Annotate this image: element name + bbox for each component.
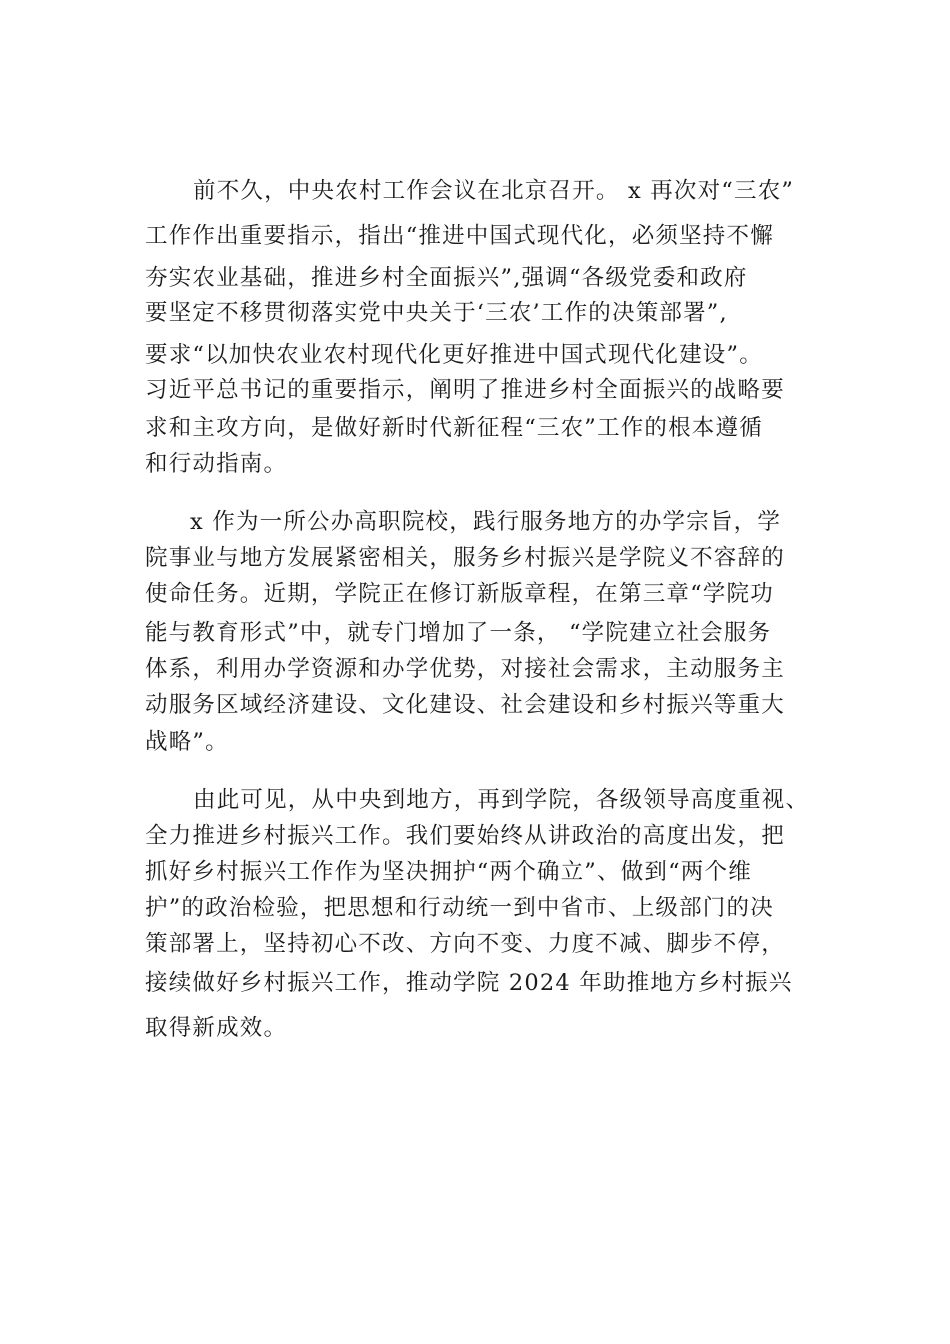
text-line: 要求“以加快农业农村现代化更好推进中国式现代化建设”。 (145, 342, 763, 368)
text-line: 取得新成效。 (145, 1015, 288, 1041)
text-line: 和行动指南。 (145, 451, 288, 477)
text-line: 能与教育形式”中，就专门增加了一条， “学院建立社会服务 (145, 620, 772, 646)
text-line: 全力推进乡村振兴工作。我们要始终从讲政治的高度出发，把 (145, 823, 785, 849)
text-line: 工作作出重要指示，指出“推进中国式现代化，必须坚持不懈 (145, 223, 774, 249)
text-line: 要坚定不移贯彻落实党中央关于‘三农’工作的决策部署”, (145, 300, 728, 326)
text-line: 策部署上，坚持初心不改、方向不变、力度不减、脚步不停， (145, 931, 785, 957)
text-line: 动服务区域经济建设、文化建设、社会建设和乡村振兴等重大 (145, 692, 785, 718)
text-line: 接续做好乡村振兴工作，推动学院 2024 年助推地方乡村振兴 (145, 970, 793, 996)
text-line: 体系，利用办学资源和办学优势，对接社会需求，主动服务主 (145, 656, 785, 682)
text-line: 习近平总书记的重要指示，阐明了推进乡村全面振兴的战略要 (145, 377, 785, 403)
text-line: 抓好乡村振兴工作作为坚决拥护“两个确立”、做到“两个维 (145, 859, 752, 885)
text-line: 由此可见，从中央到地方，再到学院，各级领导高度重视、 (193, 787, 810, 813)
text-line: 护”的政治检验，把思想和行动统一到中省市、上级部门的决 (145, 895, 774, 921)
text-line: 求和主攻方向，是做好新时代新征程“三农”工作的根本遵循 (145, 415, 763, 441)
text-line: 前不久，中央农村工作会议在北京召开。 x 再次对“三农” (193, 178, 795, 204)
text-line: 使命任务。近期，学院正在修订新版章程，在第三章“学院功 (145, 581, 774, 607)
text-line: 战略”。 (145, 729, 229, 755)
text-line: x 作为一所公办高职院校，践行服务地方的办学宗旨，学 (190, 509, 782, 535)
text-line: 夯实农业基础，推进乡村全面振兴”,强调“各级党委和政府 (145, 265, 748, 291)
text-line: 院事业与地方发展紧密相关，服务乡村振兴是学院义不容辞的 (145, 545, 785, 571)
